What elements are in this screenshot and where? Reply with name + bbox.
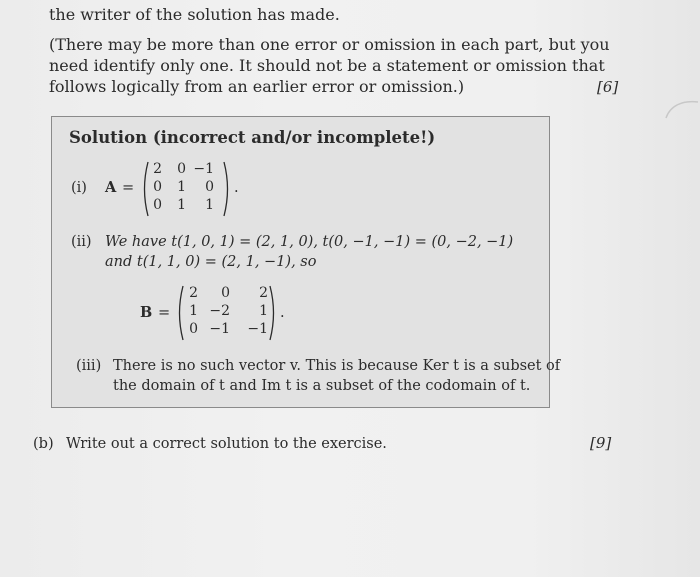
matrix-b-period: . [280, 305, 285, 321]
matrix-a-symbol: A [105, 179, 117, 196]
intro-line-4: follows logically from an earlier error or omission.) [49, 77, 465, 96]
matrix-cell: 1 [189, 303, 198, 319]
marks-part-b: [9] [590, 434, 612, 452]
matrix-cell: 1 [177, 179, 186, 195]
marks-part-a: [6] [597, 78, 619, 96]
part-ii-line-1: We have t(1, 0, 1) = (2, 1, 0), t(0, −1, −1) = (0, −2, −1) [105, 234, 514, 250]
matrix-cell: −1 [209, 321, 230, 337]
matrix-cell: 2 [189, 285, 198, 301]
part-b-label: (b) [33, 436, 54, 452]
matrix-b-symbol: B [140, 304, 153, 321]
matrix-cell: 0 [189, 321, 198, 337]
matrix-b [186, 284, 268, 338]
part-iii-label: (iii) [76, 358, 102, 374]
matrix-cell: 1 [177, 197, 186, 213]
matrix-cell: 0 [177, 161, 186, 177]
matrix-a [150, 160, 214, 214]
matrix-b-left-paren [175, 284, 185, 342]
pencil-mark-icon [664, 96, 700, 120]
matrix-b-equals: = [158, 305, 171, 321]
matrix-cell: −1 [247, 321, 268, 337]
part-iii-line-1: There is no such vector v. This is because Ker t is a subset of [113, 358, 561, 374]
matrix-cell: −1 [193, 161, 214, 177]
solution-heading: Solution (incorrect and/or incomplete!) [69, 128, 436, 147]
matrix-cell: 2 [153, 161, 162, 177]
matrix-a-equals: = [122, 180, 135, 196]
intro-line-2: (There may be more than one error or omission in each part, but you [49, 35, 610, 54]
part-b-text: Write out a correct solution to the exercise. [66, 436, 387, 452]
intro-line-3: need identify only one. It should not be a statement or omission that [49, 56, 605, 75]
matrix-cell: −2 [209, 303, 230, 319]
part-ii-line-2: and t(1, 1, 0) = (2, 1, −1), so [105, 254, 317, 270]
matrix-cell: 0 [153, 197, 162, 213]
part-iii-line-2: the domain of t and Im t is a subset of the codomain of t. [113, 378, 531, 394]
matrix-cell: 1 [259, 303, 268, 319]
matrix-b-right-paren [268, 284, 278, 342]
matrix-cell: 0 [153, 179, 162, 195]
matrix-a-left-paren [140, 160, 150, 218]
matrix-cell: 0 [221, 285, 230, 301]
matrix-cell: 2 [259, 285, 268, 301]
part-i-label: (i) [71, 180, 87, 196]
matrix-a-period: . [234, 180, 239, 196]
part-ii-label: (ii) [71, 234, 92, 250]
matrix-cell: 0 [205, 179, 214, 195]
matrix-a-right-paren [222, 160, 232, 218]
matrix-cell: 1 [205, 197, 214, 213]
intro-line-1: the writer of the solution has made. [49, 5, 340, 24]
